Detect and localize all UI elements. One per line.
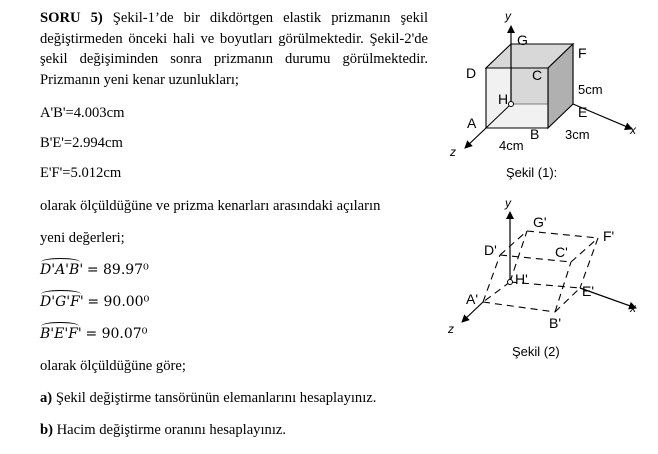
axis-label-z: z [450,145,456,159]
angles-intro-line2: yeni değerleri; [40,230,125,246]
length-ef: E'F'=5.012cm [40,165,122,181]
vertex-d: D [466,65,477,81]
vertex-c: C [532,67,543,83]
vertex-e-prime: E' [582,283,595,299]
edge-ad [483,255,500,302]
vertex-a: A [467,115,477,131]
figure-2-caption: Şekil (2) [512,344,560,359]
vertex-a-prime: A' [466,291,479,307]
dimension-width: 4cm [499,138,524,153]
axis-label-z: z [448,322,454,336]
vertex-g: G [517,32,528,48]
origin-point [509,102,514,107]
axis-label-x: x [630,301,636,315]
axis-label-x: x [630,123,636,137]
vertex-f-prime: F' [603,228,615,244]
origin-point [508,280,513,285]
question-a [40,389,376,407]
problem-intro [40,8,428,90]
edge-gf [527,231,598,238]
vertex-h: H [498,91,509,107]
angle-label: D'G'F' [40,294,84,310]
angle-row [40,261,149,279]
vertex-d-prime: D' [484,242,497,258]
vertex-g-prime: G' [533,214,547,230]
angle-value: = 90.07⁰ [85,326,148,342]
angle-label: B'E'F' [40,326,82,342]
problem-intro-text: Şekil-1’de bir dikdörtgen elastik prizmanın şekil değiştirmeden önceki hali ve boyutları görülmektedir. Şekil-2'de şekil değişiminden sonra prizmanın durumu görülmektedir. Prizmanın yeni kenar uzunlukları; [40,10,429,88]
question-text: Hacim değiştirme oranını hesaplayınız. [56,422,287,438]
angles-intro-line1: olarak ölçüldüğüne ve prizma kenarları arasındaki açıların [40,198,381,214]
angle-value: = 90.00⁰ [87,294,150,310]
figure-1-caption: Şekil (1): [506,165,558,180]
figure-1-diagram [440,6,658,186]
closing-text: olarak ölçüldüğüne göre; [40,358,186,374]
vertex-h-prime: H' [515,271,528,287]
axis-label-y: y [505,196,511,210]
edge-ab [483,302,555,312]
length-ab: A'B'=4.003cm [40,105,125,121]
angle-label: D'A'B' [40,262,84,278]
question-b [40,421,286,439]
axis-label-y: y [505,9,511,23]
angle-row [40,325,147,343]
figure-2-diagram [440,195,658,370]
problem-heading: SORU 5) [40,10,103,26]
vertex-c-prime: C' [555,244,568,260]
dimension-height: 5cm [578,82,603,97]
question-text: Şekil değiştirme tansörünün elemanlarını hesaplayınız. [55,390,377,406]
length-be: B'E'=2.994cm [40,135,123,151]
question-letter: a) [40,390,53,406]
vertex-e: E [578,104,588,120]
z-axis [465,128,486,148]
vertex-b: B [530,126,540,142]
edge-ha [483,282,510,302]
vertex-b-prime: B' [549,315,562,331]
angle-row [40,293,149,311]
dimension-depth: 3cm [565,127,590,142]
question-letter: b) [40,422,53,438]
vertex-f: F [578,45,587,61]
angle-value: = 89.97⁰ [86,262,149,278]
